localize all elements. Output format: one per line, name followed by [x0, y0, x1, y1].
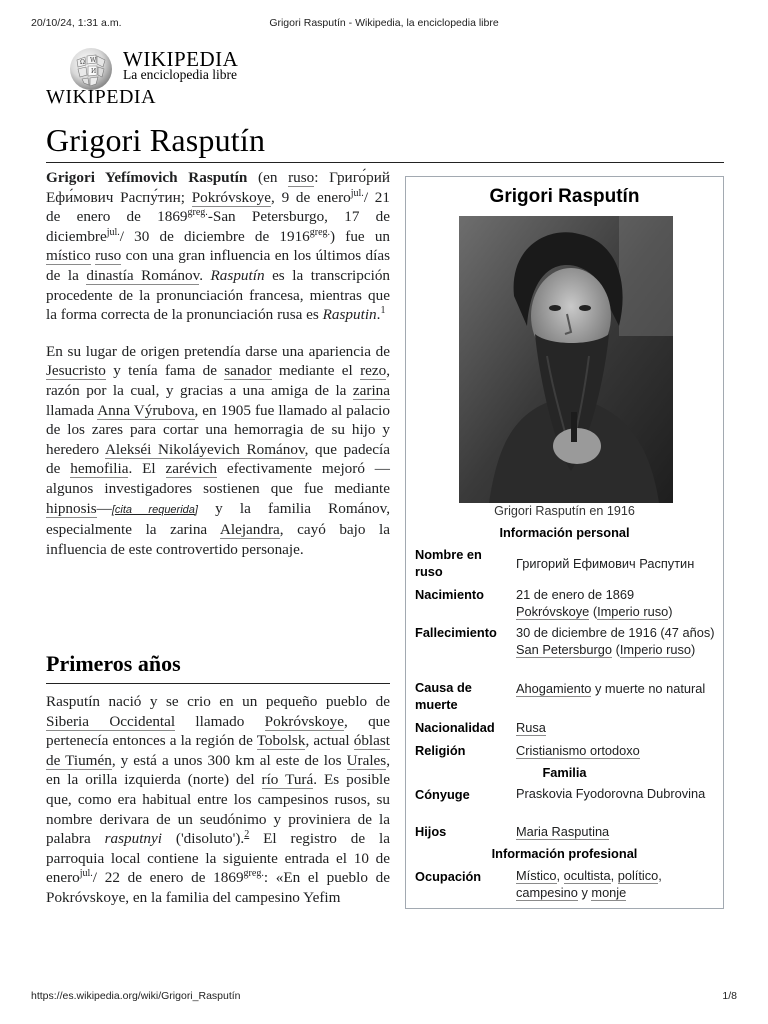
link-infobox-imperio-ruso-1[interactable]: Imperio ruso	[597, 604, 669, 619]
link-infobox-ocultista[interactable]: ocultista	[563, 868, 611, 883]
label-fallecimiento: Fallecimiento	[415, 625, 497, 640]
link-pokrovskoye[interactable]: Pokróvskoye	[191, 188, 271, 206]
label-nacimiento: Nacimiento	[415, 587, 484, 602]
link-hemofilia[interactable]: hemofilia	[70, 460, 129, 478]
link-zarina[interactable]: zarina	[352, 381, 390, 399]
link-infobox-politico[interactable]: político	[617, 868, 659, 883]
label-hijos: Hijos	[415, 824, 447, 839]
value-nacionalidad	[516, 719, 718, 736]
portrait-photo[interactable]	[459, 216, 673, 503]
link-urales[interactable]: Urales	[346, 751, 387, 769]
logo-wordmark-secondary[interactable]: WIKIPEDIA	[46, 86, 157, 108]
link-pokrovskoye-2[interactable]: Pokróvskoye	[264, 712, 344, 730]
link-sanador[interactable]: sanador	[224, 362, 272, 380]
link-dinastia-romanov[interactable]: dinastía Románov	[86, 266, 200, 284]
link-infobox-san-petersburgo[interactable]: San Petersburgo	[516, 642, 613, 657]
section-family: Familia	[542, 765, 587, 780]
print-footer	[31, 990, 737, 1004]
link-siberia-occidental[interactable]: Siberia Occidental	[46, 712, 176, 730]
section-divider	[46, 683, 390, 684]
link-anna-vyrubova[interactable]: Anna Výrubova	[97, 401, 195, 419]
section-primeros-anos-text	[46, 692, 390, 908]
infobox-title: Grigori Rasputín	[489, 186, 640, 207]
print-title: Grigori Rasputín - Wikipedia, la enciclopedia libre	[269, 17, 499, 29]
value-fallecimiento-date: 30 de diciembre de 1916 (47 años)	[516, 625, 715, 640]
logo-tagline: La enciclopedia libre	[123, 67, 237, 82]
intro-paragraph-1: Grigori Yefímovich Rasputín (en ruso: Григо́рий Ефи́мович Распу́тин; Pokróvskoye, 9 de enero$^{jul.}$/ 21 de enero de $1869^{greg.}$-San Petersburgo, 17 de diciembre$^{jul.}$/ 30 de diciembre de $1916^{greg.}$) fue un místico ruso con una gran influencia en los últimos días de la dinastía Románov. Rasputín es la transcripción procedente de la pronunciación francesa, mientras que la forma correcta de la pronunciación rusa es Rasputin.$^1$	[46, 169, 391, 324]
value-conyuge: Praskovia Fyodorovna Dubrovina	[516, 786, 706, 801]
primeros-anos-paragraph: Rasputín nació y se crio en un pequeño pueblo de Siberia Occidental llamado Pokróvskoye, que pertenecía entonces a la región de Tobolsk, actual óblast de Tiumén, y está a unos 300 km al este de los Urales, en la orilla izquierda (norte) del río Turá. Es posible que, como era habitual entre los campesinos rusos, su nombre derivara de un seudónimo y proviniera de la palabra rasputnyi ('disoluto').$^2$ El registro de la parroquia local contiene la siguiente entrada el 10 de enero$^{jul.}$/ 22 de enero de $1869^{greg.}$: «En el pueblo de Pokróvskoye, en la familia del campesino Yefim	[46, 693, 391, 906]
title-divider	[46, 162, 724, 163]
link-hipnosis[interactable]: hipnosis	[46, 499, 97, 517]
link-aleksei[interactable]: Alekséi Nikoláyevich Románov	[104, 440, 305, 458]
link-infobox-monje[interactable]: monje	[591, 885, 627, 900]
label-ocupacion: Ocupación	[415, 869, 482, 884]
label-religion: Religión	[415, 743, 466, 758]
value-nacimiento: 21 de enero de 1869 Pokróvskoye (Imperio ruso)	[516, 587, 673, 619]
article-intro	[46, 168, 390, 576]
label-causa-muerte: Causa de muerte	[415, 680, 472, 712]
print-url[interactable]: https://es.wikipedia.org/wiki/Grigori_Rasputín	[31, 990, 241, 1002]
link-infobox-imperio-ruso-2[interactable]: Imperio ruso	[619, 642, 691, 657]
value-causa-muerte	[516, 680, 718, 697]
link-alejandra[interactable]: Alejandra	[219, 521, 280, 539]
svg-text:И: И	[91, 68, 97, 75]
value-religion	[516, 742, 718, 759]
link-oblast-tiumen[interactable]: óblast de Tiumén	[46, 732, 390, 769]
link-infobox-rusa[interactable]: Rusa	[516, 720, 546, 735]
value-nacimiento-date: 21 de enero de 1869	[516, 587, 635, 602]
link-ruso-2[interactable]: ruso	[95, 247, 122, 265]
link-infobox-cristianismo-ortodoxo[interactable]: Cristianismo ortodoxo	[516, 743, 640, 758]
value-causa-rest: y muerte no natural	[591, 681, 706, 696]
wikipedia-globe-icon[interactable]	[67, 44, 115, 92]
link-mistico[interactable]: místico	[46, 247, 91, 265]
logo-wordmark[interactable]: WIKIPEDIA	[123, 47, 239, 71]
section-professional-info: Información profesional	[491, 846, 638, 861]
link-rezo[interactable]: rezo	[360, 362, 387, 380]
link-rio-tura[interactable]: río Turá	[261, 771, 314, 789]
link-infobox-maria-rasputina[interactable]: Maria Rasputina	[516, 824, 610, 839]
photo-caption: Grigori Rasputín en 1916	[494, 504, 635, 518]
svg-text:W: W	[90, 57, 97, 64]
section-personal-info: Información personal	[499, 525, 630, 540]
link-jesucristo[interactable]: Jesucristo	[46, 362, 106, 380]
value-ocupacion: Místico, ocultista, político, campesino y monje	[516, 868, 662, 900]
link-tobolsk[interactable]: Tobolsk	[256, 732, 306, 750]
print-page-number: 1/8	[722, 990, 737, 1002]
page-title: Grigori Rasputín	[46, 122, 266, 158]
print-header	[31, 17, 737, 31]
link-infobox-pokrovskoye[interactable]: Pokróvskoye	[516, 604, 590, 619]
link-infobox-campesino[interactable]: campesino	[516, 885, 578, 900]
infobox	[405, 176, 724, 909]
section-heading-primeros-anos: Primeros años	[46, 651, 181, 676]
value-fallecimiento: 30 de diciembre de 1916 (47 años) San Petersburgo (Imperio ruso)	[516, 625, 715, 657]
print-date: 20/10/24, 1:31 a.m.	[31, 17, 122, 29]
link-zarevich[interactable]: zarévich	[165, 460, 217, 478]
value-nombre-ruso: Григорий Ефимович Распутин	[516, 556, 695, 571]
label-nacionalidad: Nacionalidad	[415, 720, 495, 735]
link-infobox-mistico[interactable]: Místico	[516, 868, 557, 883]
intro-paragraph-2: En su lugar de origen pretendía darse una apariencia de Jesucristo y tenía fama de sanador mediante el rezo, razón por la cual, y gracias a una amiga de la zarina llamada Anna Výrubova, en 1905 fue llamado al palacio de los zares para cortar una hemorragia de su hijo y heredero Alekséi Nikoláyevich Románov, que padecía de hemofilia. El zarévich efectivamente mejoró — algunos investigadores sostienen que fue mediante hipnosis—[cita requerida] y la familia Románov, especialmente la zarina Alejandra, cayó bajo la influencia de este controvertido personaje.	[46, 342, 391, 558]
link-ruso[interactable]: ruso	[288, 169, 315, 186]
svg-text:Ω: Ω	[80, 59, 85, 66]
link-infobox-ahogamiento[interactable]: Ahogamiento	[516, 681, 592, 696]
value-hijos	[516, 823, 718, 840]
label-nombre-ruso: Nombre en ruso	[415, 547, 482, 579]
label-conyuge: Cónyuge	[415, 787, 470, 802]
